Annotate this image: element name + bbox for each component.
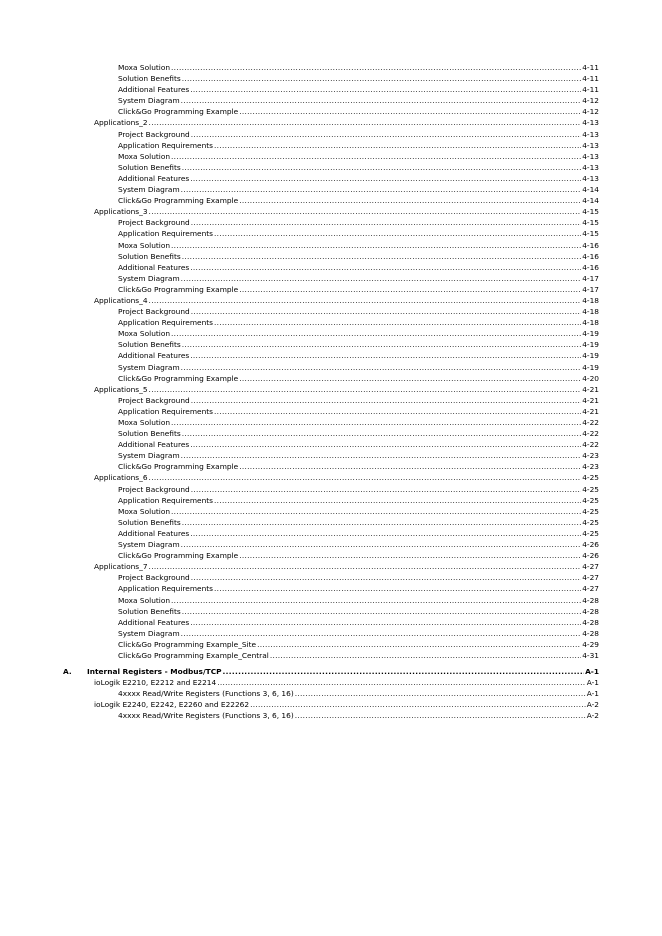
dot-leader: [295, 710, 586, 721]
dot-leader: [295, 688, 586, 699]
toc-entry[interactable]: [118, 362, 599, 373]
dot-leader: [250, 699, 586, 710]
toc-page-number: 4-31: [582, 650, 599, 660]
toc-entry[interactable]: [118, 217, 599, 228]
toc-entry-title: Application Requirements: [118, 584, 214, 594]
toc-page-number: 4-17: [582, 273, 599, 283]
toc-page-number: 4-17: [582, 284, 599, 294]
dot-leader: [191, 129, 581, 140]
toc-page-number: 4-25: [582, 473, 599, 483]
toc-entry[interactable]: [94, 206, 599, 217]
toc-page-number: 4-19: [582, 351, 599, 361]
toc-entry[interactable]: [118, 484, 599, 495]
toc-entry-title: Solution Benefits: [118, 517, 181, 527]
toc-page-number: 4-29: [582, 639, 599, 649]
toc-entry-title: ioLogik E2210, E2212 and E2214: [94, 678, 217, 688]
toc-entry-title: System Diagram: [118, 540, 180, 550]
toc-page-number: 4-11: [582, 63, 599, 72]
toc-entry[interactable]: [118, 373, 599, 384]
dot-leader: [214, 140, 581, 151]
toc-page-number: 4-23: [582, 462, 599, 472]
toc-entry-title: System Diagram: [118, 362, 180, 372]
toc-entry[interactable]: [94, 561, 599, 572]
toc-entry-title: Moxa Solution: [118, 418, 171, 427]
toc-entry-title: Click&Go Programming Example: [118, 107, 239, 117]
dot-leader: [181, 95, 582, 106]
toc-entry[interactable]: [94, 677, 599, 688]
toc-page-number: 4-15: [582, 218, 599, 228]
toc-entry-title: Click&Go Programming Example: [118, 462, 239, 472]
toc-entry[interactable]: [118, 339, 599, 350]
dot-leader: [239, 373, 581, 384]
dot-leader: [214, 583, 581, 594]
toc-entry-title: Moxa Solution: [118, 63, 171, 72]
toc-entry-title: Application Requirements: [118, 229, 214, 239]
dot-leader: [182, 251, 582, 262]
toc-entry-title: Project Background: [118, 218, 190, 228]
toc-page-number: 4-12: [582, 107, 599, 117]
dot-leader: [182, 73, 582, 84]
toc-entry-title: Project Background: [118, 484, 190, 494]
toc-entry[interactable]: [118, 184, 599, 195]
toc-page-number: 4-13: [582, 162, 599, 172]
toc-page-number: 4-16: [582, 251, 599, 261]
toc-page-number: 4-13: [582, 173, 599, 183]
dot-leader: [181, 273, 582, 284]
table-of-contents: [0, 62, 662, 722]
toc-entry-title: Solution Benefits: [118, 162, 181, 172]
dot-leader: [182, 606, 582, 617]
toc-page-number: A-2: [586, 711, 599, 721]
toc-entry[interactable]: [118, 284, 599, 295]
toc-page-number: 4-22: [582, 429, 599, 439]
toc-page-number: 4-28: [582, 617, 599, 627]
toc-entry[interactable]: [118, 606, 599, 617]
dot-leader: [191, 395, 581, 406]
toc-entry[interactable]: [118, 106, 599, 117]
toc-page-number: 4-25: [582, 528, 599, 538]
toc-entry-title: System Diagram: [118, 628, 180, 638]
toc-page-number: 4-23: [582, 451, 599, 461]
toc-entry[interactable]: [118, 495, 599, 506]
toc-entry[interactable]: [118, 162, 599, 173]
toc-entry-title: Additional Features: [118, 440, 190, 450]
toc-entry[interactable]: [118, 650, 599, 661]
appendix-title: Internal Registers - Modbus/TCP: [87, 667, 222, 677]
toc-entry-title: Additional Features: [118, 617, 190, 627]
dot-leader: [223, 666, 585, 677]
toc-entry-title: Moxa Solution: [118, 151, 171, 161]
toc-entry[interactable]: [118, 417, 599, 428]
toc-page-number: 4-28: [582, 595, 599, 605]
toc-entry[interactable]: [118, 539, 599, 550]
toc-page-number: 4-22: [582, 418, 599, 427]
dot-leader: [190, 84, 581, 95]
toc-page-number: 4-14: [582, 196, 599, 206]
toc-page-number: 4-11: [582, 74, 599, 84]
toc-entry[interactable]: [118, 317, 599, 328]
toc-page-number: 4-14: [582, 185, 599, 195]
toc-entry[interactable]: [118, 528, 599, 539]
toc-entry-title: Applications_4: [94, 295, 148, 305]
toc-entry[interactable]: [118, 406, 599, 417]
toc-entry[interactable]: [118, 710, 599, 721]
dot-leader: [171, 506, 581, 517]
toc-page-number: 4-28: [582, 628, 599, 638]
toc-entry-title: Applications_7: [94, 562, 148, 572]
toc-entry[interactable]: [118, 95, 599, 106]
toc-entry-title: Solution Benefits: [118, 429, 181, 439]
toc-entry-title: Click&Go Programming Example_Site: [118, 639, 257, 649]
toc-entry-title: Applications_6: [94, 473, 148, 483]
toc-page-number: 4-13: [582, 118, 599, 128]
toc-entry[interactable]: [118, 240, 599, 251]
dot-leader: [257, 639, 581, 650]
toc-page-number: 4-11: [582, 85, 599, 95]
toc-page-number: 4-13: [582, 129, 599, 139]
toc-page-number: 4-18: [582, 295, 599, 305]
dot-leader: [182, 162, 582, 173]
dot-leader: [149, 295, 582, 306]
dot-leader: [190, 528, 581, 539]
toc-page-number: A-2: [586, 700, 599, 710]
toc-page-number: 4-25: [582, 517, 599, 527]
toc-entry-title: Click&Go Programming Example: [118, 196, 239, 206]
toc-entry[interactable]: [94, 699, 599, 710]
dot-leader: [181, 184, 582, 195]
toc-entry[interactable]: [118, 306, 599, 317]
toc-page-number: 4-27: [582, 562, 599, 572]
toc-entry-title: Applications_2: [94, 118, 148, 128]
toc-page-number: 4-15: [582, 207, 599, 217]
toc-page-number: 4-18: [582, 318, 599, 328]
toc-entry[interactable]: [94, 295, 599, 306]
toc-entry-title: Additional Features: [118, 351, 190, 361]
dot-leader: [217, 677, 586, 688]
dot-leader: [190, 350, 581, 361]
dot-leader: [239, 195, 581, 206]
toc-entry-title: Project Background: [118, 395, 190, 405]
dot-leader: [182, 428, 582, 439]
toc-page-number: 4-13: [582, 151, 599, 161]
toc-entry-title: Applications_5: [94, 384, 148, 394]
toc-entry[interactable]: [118, 84, 599, 95]
toc-entry-title: System Diagram: [118, 273, 180, 283]
dot-leader: [171, 151, 581, 162]
toc-entry-title: Application Requirements: [118, 140, 214, 150]
toc-page-number: 4-19: [582, 329, 599, 339]
toc-page-number: 4-21: [582, 384, 599, 394]
appendix-entry-list: [0, 677, 662, 721]
toc-entry[interactable]: [94, 384, 599, 395]
toc-entry-title: Applications_3: [94, 207, 148, 217]
toc-page-number: 4-28: [582, 606, 599, 616]
toc-entry[interactable]: [118, 395, 599, 406]
toc-page-number: 4-21: [582, 406, 599, 416]
dot-leader: [239, 284, 581, 295]
toc-entry-title: Solution Benefits: [118, 251, 181, 261]
dot-leader: [149, 561, 582, 572]
toc-entry[interactable]: [118, 273, 599, 284]
toc-entry[interactable]: [118, 350, 599, 361]
toc-entry-title: [63, 666, 223, 677]
dot-leader: [181, 362, 582, 373]
toc-entry-title: Click&Go Programming Example: [118, 284, 239, 294]
dot-leader: [190, 173, 581, 184]
toc-entry-title: Additional Features: [118, 262, 190, 272]
toc-entry-title: Project Background: [118, 307, 190, 317]
toc-page-number: 4-25: [582, 484, 599, 494]
toc-page-number: 4-27: [582, 573, 599, 583]
toc-page-number: 4-13: [582, 140, 599, 150]
toc-entry-title: Application Requirements: [118, 495, 214, 505]
toc-entry-title: Project Background: [118, 573, 190, 583]
toc-entry-title: Solution Benefits: [118, 606, 181, 616]
toc-page-number: A-1: [586, 689, 599, 699]
toc-entry[interactable]: [118, 62, 599, 73]
toc-entry-title: System Diagram: [118, 185, 180, 195]
toc-page-number: 4-26: [582, 551, 599, 561]
toc-page-number: A-1: [586, 678, 599, 688]
toc-entry[interactable]: [118, 151, 599, 162]
toc-page-number: 4-19: [582, 362, 599, 372]
toc-page-number: 4-25: [582, 506, 599, 516]
dot-leader: [181, 450, 582, 461]
dot-leader: [214, 406, 581, 417]
toc-entry[interactable]: [94, 472, 599, 483]
toc-entry-title: 4xxxx Read/Write Registers (Functions 3, 6, 16): [118, 711, 294, 721]
toc-entry-title: Project Background: [118, 129, 190, 139]
dot-leader: [191, 484, 581, 495]
toc-page-number: 4-25: [582, 495, 599, 505]
dot-leader: [214, 317, 581, 328]
toc-page-number: 4-26: [582, 540, 599, 550]
dot-leader: [239, 550, 581, 561]
appendix-page-number: A-1: [585, 667, 599, 677]
dot-leader: [171, 62, 581, 73]
toc-entry-title: 4xxxx Read/Write Registers (Functions 3, 6, 16): [118, 689, 294, 699]
dot-leader: [171, 595, 581, 606]
toc-entry-title: Additional Features: [118, 173, 190, 183]
toc-entry[interactable]: [118, 450, 599, 461]
toc-entry[interactable]: [118, 328, 599, 339]
dot-leader: [191, 572, 581, 583]
toc-entry[interactable]: [94, 117, 599, 128]
toc-page-number: 4-15: [582, 229, 599, 239]
toc-entry-title: Moxa Solution: [118, 329, 171, 339]
dot-leader: [214, 495, 581, 506]
toc-entry-title: Solution Benefits: [118, 340, 181, 350]
dot-leader: [182, 339, 582, 350]
toc-entry[interactable]: [118, 583, 599, 594]
toc-entry[interactable]: [118, 688, 599, 699]
toc-appendix-heading[interactable]: [63, 666, 599, 677]
dot-leader: [214, 228, 581, 239]
dot-leader: [149, 117, 582, 128]
toc-entry[interactable]: [118, 228, 599, 239]
toc-entry-title: Moxa Solution: [118, 240, 171, 250]
toc-entry-title: Click&Go Programming Example_Central: [118, 650, 269, 660]
dot-leader: [149, 472, 582, 483]
toc-entry-title: ioLogik E2240, E2242, E2260 and E22262: [94, 700, 250, 710]
toc-entry-title: Additional Features: [118, 528, 190, 538]
toc-entry[interactable]: [118, 173, 599, 184]
dot-leader: [149, 384, 582, 395]
dot-leader: [190, 439, 581, 450]
dot-leader: [239, 461, 581, 472]
dot-leader: [171, 328, 581, 339]
toc-entry[interactable]: [118, 628, 599, 639]
toc-entry[interactable]: [118, 639, 599, 650]
toc-entry[interactable]: [118, 195, 599, 206]
toc-entry[interactable]: [118, 251, 599, 262]
toc-entry[interactable]: [118, 140, 599, 151]
toc-entry[interactable]: [118, 617, 599, 628]
toc-entry-title: Application Requirements: [118, 318, 214, 328]
toc-page-number: 4-12: [582, 96, 599, 106]
dot-leader: [181, 539, 582, 550]
toc-entry-title: Additional Features: [118, 85, 190, 95]
toc-entry-title: Application Requirements: [118, 406, 214, 416]
toc-page-number: 4-16: [582, 240, 599, 250]
dot-leader: [190, 617, 581, 628]
dot-leader: [181, 628, 582, 639]
toc-entry[interactable]: [118, 262, 599, 273]
dot-leader: [191, 217, 581, 228]
toc-page-number: 4-20: [582, 373, 599, 383]
toc-entry-title: System Diagram: [118, 451, 180, 461]
toc-entry[interactable]: [118, 73, 599, 84]
dot-leader: [171, 417, 581, 428]
toc-page-number: 4-19: [582, 340, 599, 350]
dot-leader: [191, 306, 581, 317]
toc-page-number: 4-27: [582, 584, 599, 594]
toc-page-number: 4-21: [582, 395, 599, 405]
toc-page-number: 4-18: [582, 307, 599, 317]
dot-leader: [149, 206, 582, 217]
toc-entry[interactable]: [118, 595, 599, 606]
appendix-number: A.: [63, 667, 72, 677]
toc-entry-title: Solution Benefits: [118, 74, 181, 84]
toc-entry[interactable]: [118, 550, 599, 561]
toc-page-number: 4-16: [582, 262, 599, 272]
dot-leader: [190, 262, 581, 273]
toc-entry[interactable]: [118, 506, 599, 517]
toc-entry[interactable]: [118, 572, 599, 583]
toc-entry-title: System Diagram: [118, 96, 180, 106]
dot-leader: [239, 106, 581, 117]
toc-entry-title: Moxa Solution: [118, 506, 171, 516]
dot-leader: [171, 240, 581, 251]
toc-entry-title: Click&Go Programming Example: [118, 373, 239, 383]
toc-entry-title: Moxa Solution: [118, 595, 171, 605]
toc-page-number: 4-22: [582, 440, 599, 450]
dot-leader: [270, 650, 581, 661]
toc-entry[interactable]: [118, 461, 599, 472]
dot-leader: [182, 517, 582, 528]
toc-entry[interactable]: [118, 129, 599, 140]
toc-entry[interactable]: [118, 439, 599, 450]
toc-entry[interactable]: [118, 428, 599, 439]
toc-list: [0, 62, 662, 661]
toc-entry-title: Click&Go Programming Example: [118, 551, 239, 561]
toc-entry[interactable]: [118, 517, 599, 528]
